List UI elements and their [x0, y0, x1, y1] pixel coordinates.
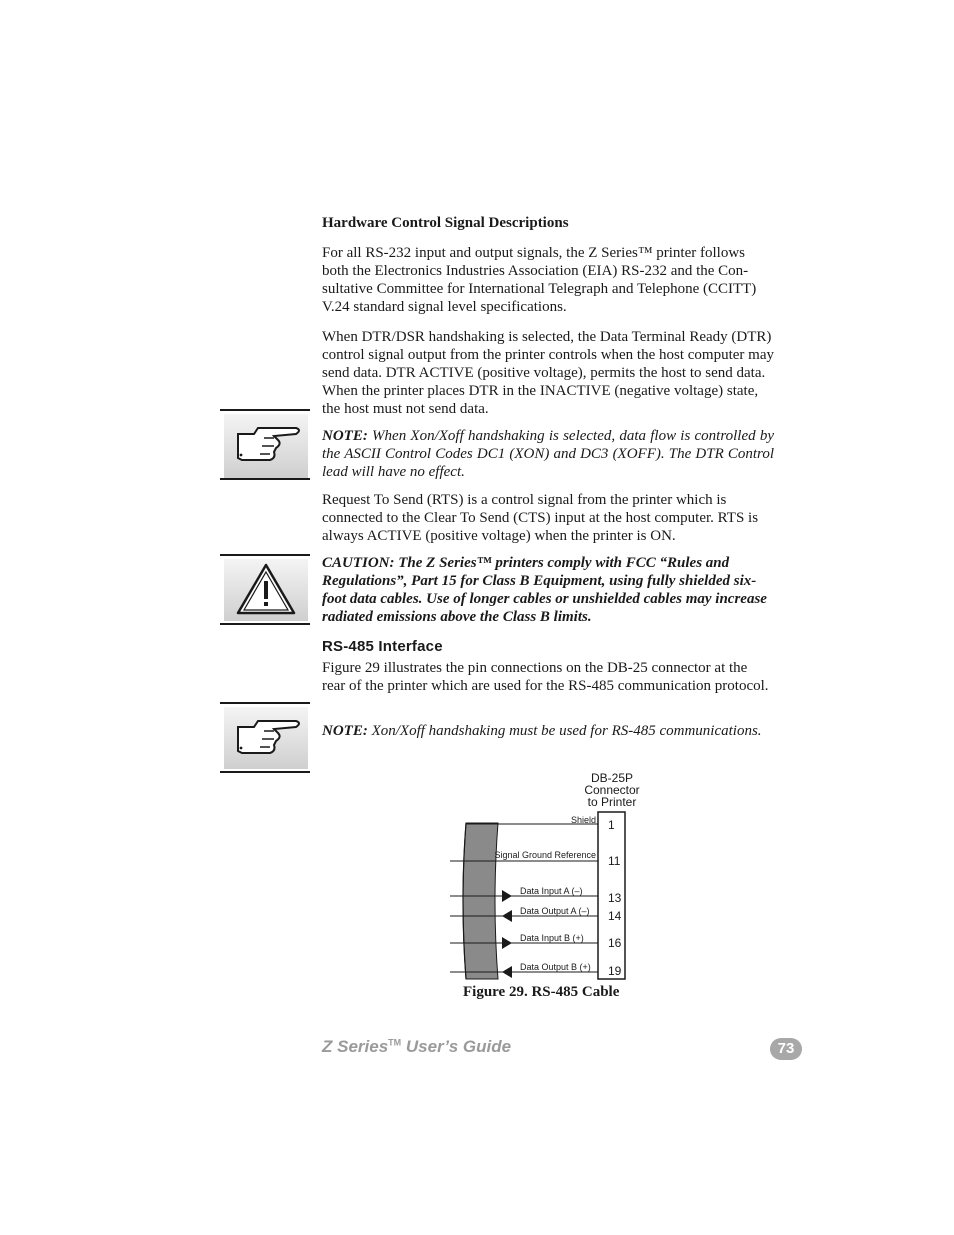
pin-19: 19: [608, 964, 622, 978]
note-handshaking-xon-xoff: [322, 427, 774, 481]
signal-label-input-a: Data Input A (–): [520, 886, 583, 896]
cable-bundle: [463, 823, 498, 979]
paragraph-dtr-dsr: When DTR/DSR handshaking is selected, the Data Terminal Ready (DTR) control signal output from the printer controls when the host computer may send data. DTR ACTIVE (positive voltage), permits the host to send data. When the printer places DTR in the INACTIVE (negative voltage) state, the host must not send data.: [322, 329, 774, 417]
connector-title-line2: Connector: [584, 783, 640, 797]
note-rule-top: [220, 409, 310, 411]
figure-caption: Figure 29. RS-485 Cable: [463, 984, 620, 1000]
arrow-left-icon: [502, 966, 512, 978]
paragraph-rs232-standards: For all RS-232 input and output signals, the Z Series™ printer follows both the Electronics Industries Association (EIA) RS-232 and the Con-sultative Committee for International Telegraph and Telephone (CCITT) V.24 standard signal level specifications.: [322, 245, 757, 315]
footer-title-main: Z Series: [322, 1037, 389, 1056]
caution-fcc: CAUTION: The Z Series™ printers comply with FCC “Rules and Regulations”, Part 15 for Class B Equipment, using fully shielded six-foot data cables. Use of longer cables or unshielded cables may increase radiated emissions above the Class B limits.: [322, 555, 767, 625]
page-number: 73: [770, 1038, 802, 1060]
note-label: NOTE:: [322, 428, 368, 444]
paragraph-rs485: Figure 29 illustrates the pin connections on the DB-25 connector at the rear of the printer which are used for the RS-485 communication protocol.: [322, 660, 769, 694]
rs485-cable-diagram: [440, 765, 650, 985]
section-heading: Hardware Control Signal Descriptions: [322, 215, 569, 231]
arrow-right-icon: [502, 937, 512, 949]
signal-label-output-b: Data Output B (+): [520, 962, 591, 972]
signal-label-ground: Signal Ground Reference: [494, 850, 596, 860]
connector-title-line1: DB-25P: [590, 771, 634, 785]
pin-13: 13: [608, 891, 622, 905]
pin-1: 1: [608, 818, 615, 832]
footer-guide-title: [322, 1037, 511, 1057]
signal-label-input-b: Data Input B (+): [520, 933, 584, 943]
note-label: NOTE:: [322, 723, 368, 739]
warning-triangle-icon: [224, 559, 308, 623]
pin-16: 16: [608, 936, 622, 950]
arrow-right-icon: [502, 890, 512, 902]
pointing-hand-icon: [224, 414, 308, 478]
note2-rule-bottom: [220, 771, 310, 773]
pin-11: 11: [608, 854, 621, 868]
note-rule-bottom: [220, 478, 310, 480]
note-rs485-handshaking: [322, 722, 774, 740]
connector-title-line3: to Printer: [587, 795, 637, 809]
note2-rule-top: [220, 702, 310, 704]
paragraph-rts: Request To Send (RTS) is a control signal from the printer which is connected to the Clear To Send (CTS) input at the host computer. RTS is always ACTIVE (positive voltage) when the printer is ON.: [322, 492, 759, 544]
pointing-hand-icon: [224, 707, 308, 771]
caution-rule-bottom: [220, 623, 310, 625]
signal-label-output-a: Data Output A (–): [520, 906, 590, 916]
caution-rule-top: [220, 554, 310, 556]
footer-title-rest: User’s Guide: [401, 1037, 512, 1056]
arrow-left-icon: [502, 910, 512, 922]
rs485-heading: RS-485 Interface: [322, 638, 443, 655]
footer-title-tm: TM: [388, 1037, 402, 1048]
note-text: Xon/Xoff handshaking must be used for RS-485 communications.: [371, 723, 762, 739]
note-text: When Xon/Xoff handshaking is selected, data flow is controlled by the ASCII Control Codes DC1 (XON) and DC3 (XOFF). The DTR Control lead will have no effect.: [322, 428, 774, 480]
pin-14: 14: [608, 909, 622, 923]
signal-label-shield: Shield: [570, 815, 596, 825]
